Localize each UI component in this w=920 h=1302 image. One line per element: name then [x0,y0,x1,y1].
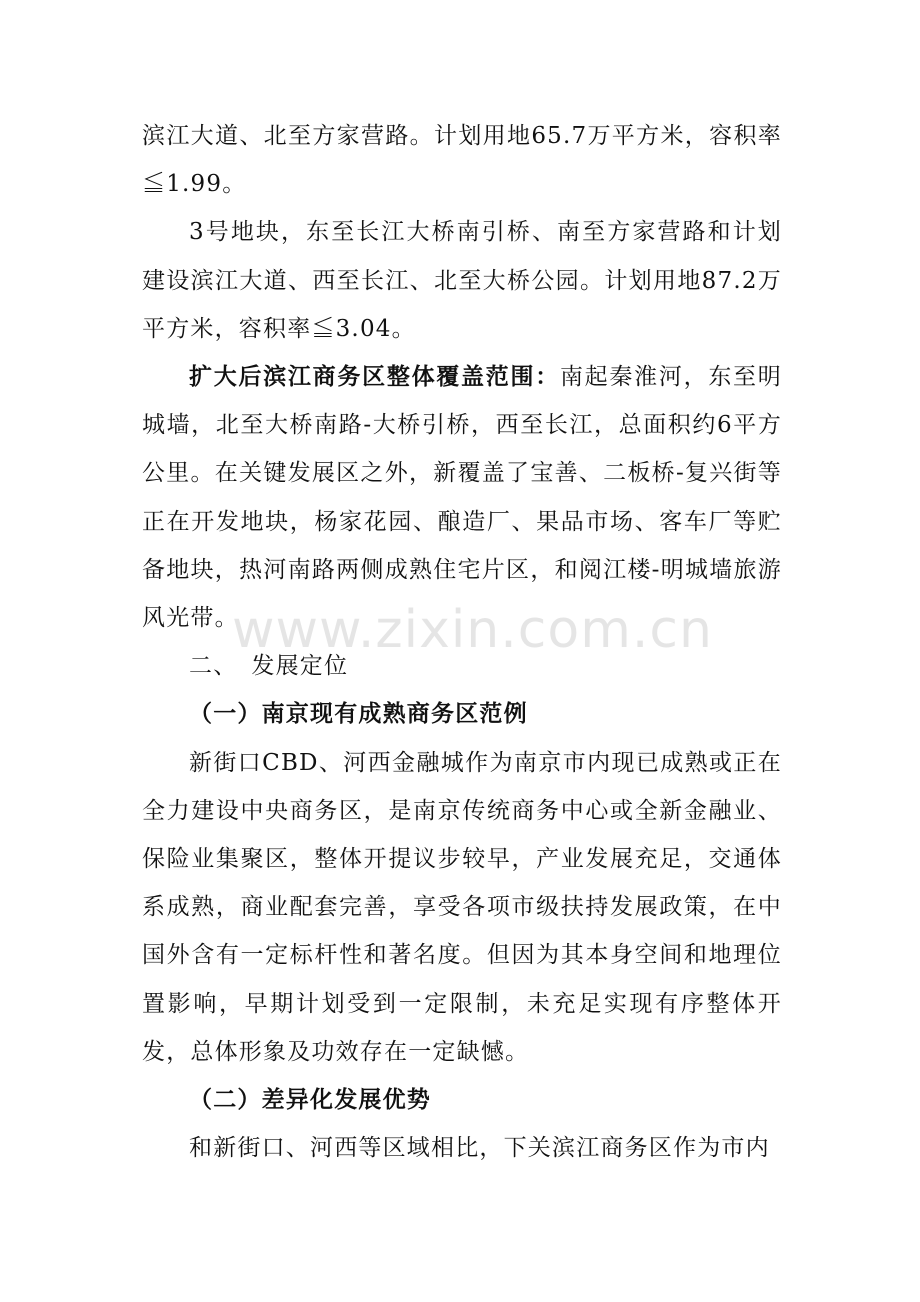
paragraph-plot2-end: 滨江大道、北至方家营路。计划用地65.7万平方米，容积率≦1.99。 [142,123,782,198]
coverage-lead: 扩大后滨江商务区整体覆盖范围： [189,364,560,391]
paragraph-differentiation: 和新街口、河西等区域相比，下关滨江商务区作为市内 [189,1135,770,1162]
subsection-heading-existing-cbd: （一）南京现有成熟商务区范例 [189,701,528,728]
section-title: 发展定位 [251,653,349,680]
coverage-body: 南起秦淮河，东至明城墙，北至大桥南路-大桥引桥，西至长江，总面积约6平方公里。在关键发展区之外，新覆盖了宝善、二板桥-复兴街等正在开发地块，杨家花园、酿造厂、果品市场、客车厂等贮备地块，热河南路两侧成熟住宅片区，和阅江楼-明城墙旅游风光带。 [142,364,782,632]
watermark-text: www.zixin.com.cn [232,600,713,660]
paragraph-plot3: 3号地块，东至长江大桥南引桥、南至方家营路和计划建设滨江大道、西至长江、北至大桥公园。计划用地87.2万平方米，容积率≦3.04。 [142,219,782,342]
paragraph-existing-cbd: 新街口CBD、河西金融城作为南京市内现已成熟或正在全力建设中央商务区，是南京传统商务中心或全新金融业、保险业集聚区，整体开提议步较早，产业发展充足，交通体系成熟，商业配套完善，享受各项市级扶持发展政策，在中国外含有一定标杆性和著名度。但因为其本身空间和地理位置影响，早期计划受到一定限制，未充足实现有序整体开发，总体形象及功效存在一定缺憾。 [142,749,782,1065]
paragraph-coverage [142,353,782,642]
document-body [142,112,782,1172]
section-heading-development-positioning [142,642,782,690]
subsection-heading-differentiation: （二）差异化发展优势 [189,1087,431,1114]
section-number: 二、 [189,653,238,680]
